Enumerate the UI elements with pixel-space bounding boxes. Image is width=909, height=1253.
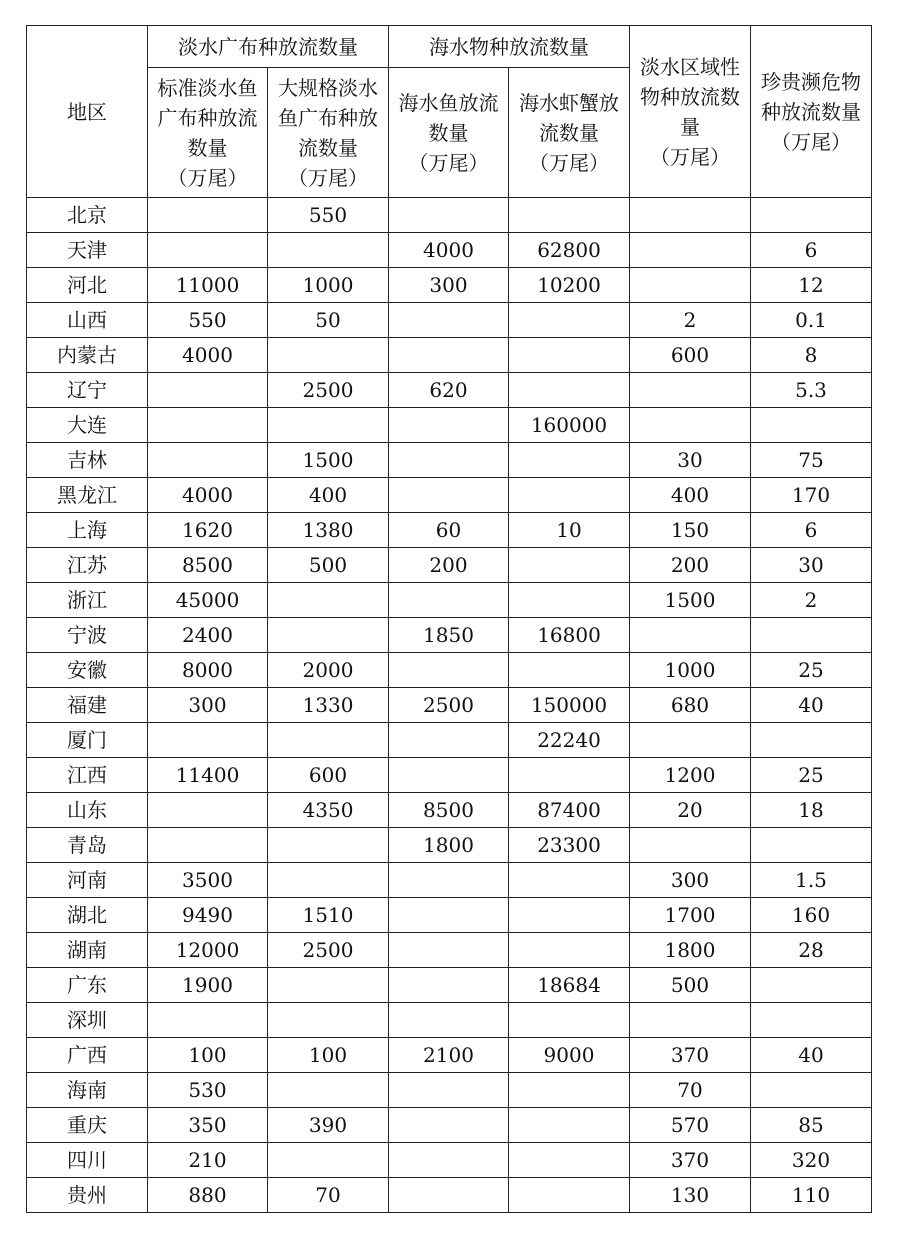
shrimp-crab-cell: 22240 xyxy=(509,723,630,758)
region-cell: 浙江 xyxy=(27,583,148,618)
standard-fish-cell: 8000 xyxy=(148,653,268,688)
large-fish-cell: 2500 xyxy=(268,373,389,408)
marine-fish-cell xyxy=(389,1108,509,1143)
standard-fish-cell: 45000 xyxy=(148,583,268,618)
region-cell: 重庆 xyxy=(27,1108,148,1143)
standard-fish-cell: 880 xyxy=(148,1178,268,1213)
header-line: 物种放流数 xyxy=(640,84,740,109)
standard-fish-cell: 530 xyxy=(148,1073,268,1108)
rare-cell: 85 xyxy=(751,1108,872,1143)
region-cell: 湖北 xyxy=(27,898,148,933)
table-row xyxy=(27,1073,872,1108)
rare-cell xyxy=(751,968,872,1003)
header-line: 量 xyxy=(680,114,700,139)
standard-fish-cell: 11000 xyxy=(148,268,268,303)
marine-fish-cell: 300 xyxy=(389,268,509,303)
table-row xyxy=(27,1108,872,1143)
regional-cell: 70 xyxy=(630,1073,751,1108)
header-line: （万尾） xyxy=(529,150,609,175)
rare-cell xyxy=(751,408,872,443)
shrimp-crab-cell xyxy=(509,653,630,688)
marine-fish-cell xyxy=(389,338,509,373)
table-row xyxy=(27,338,872,373)
marine-fish-cell: 1850 xyxy=(389,618,509,653)
table-row xyxy=(27,303,872,338)
table-row xyxy=(27,758,872,793)
shrimp-crab-cell xyxy=(509,583,630,618)
header-line: （万尾） xyxy=(408,150,489,175)
marine-fish-cell: 620 xyxy=(389,373,509,408)
region-cell: 贵州 xyxy=(27,1178,148,1213)
regional-cell: 1800 xyxy=(630,933,751,968)
shrimp-crab-cell: 160000 xyxy=(509,408,630,443)
marine-fish-cell: 60 xyxy=(389,513,509,548)
regional-cell xyxy=(630,828,751,863)
rare-cell xyxy=(751,618,872,653)
region-cell: 厦门 xyxy=(27,723,148,758)
header-line: （万尾） xyxy=(288,165,368,190)
region-cell: 四川 xyxy=(27,1143,148,1178)
shrimp-crab-cell xyxy=(509,1108,630,1143)
shrimp-crab-cell: 10200 xyxy=(509,268,630,303)
table-row xyxy=(27,898,872,933)
table-row xyxy=(27,268,872,303)
shrimp-crab-cell xyxy=(509,758,630,793)
regional-cell: 30 xyxy=(630,443,751,478)
regional-cell: 400 xyxy=(630,478,751,513)
marine-fish-cell xyxy=(389,583,509,618)
marine-fish-cell: 2500 xyxy=(389,688,509,723)
table-body xyxy=(27,198,872,1213)
standard-fish-cell xyxy=(148,723,268,758)
header-line: 淡水区域性 xyxy=(640,54,740,79)
header-line: 珍贵濒危物 xyxy=(761,69,861,94)
table-row xyxy=(27,1038,872,1073)
table-row xyxy=(27,793,872,828)
standard-fish-cell: 1900 xyxy=(148,968,268,1003)
header-line: 海水鱼放流 xyxy=(398,90,499,115)
marine-fish-cell xyxy=(389,408,509,443)
header-line: 广布种放流 xyxy=(157,105,258,130)
rare-cell: 28 xyxy=(751,933,872,968)
region-cell: 广西 xyxy=(27,1038,148,1073)
rare-cell: 40 xyxy=(751,1038,872,1073)
table-row xyxy=(27,513,872,548)
table-row xyxy=(27,198,872,233)
table-row xyxy=(27,828,872,863)
table-row xyxy=(27,618,872,653)
rare-cell xyxy=(751,828,872,863)
standard-fish-cell xyxy=(148,198,268,233)
large-fish-cell: 50 xyxy=(268,303,389,338)
region-cell: 山西 xyxy=(27,303,148,338)
region-cell: 天津 xyxy=(27,233,148,268)
regional-cell: 370 xyxy=(630,1143,751,1178)
rare-cell xyxy=(751,1073,872,1108)
standard-fish-cell: 350 xyxy=(148,1108,268,1143)
table-row xyxy=(27,863,872,898)
shrimp-crab-cell xyxy=(509,933,630,968)
standard-fish-cell xyxy=(148,408,268,443)
region-cell: 江苏 xyxy=(27,548,148,583)
region-header: 地区 xyxy=(27,26,148,198)
standard-fish-cell: 300 xyxy=(148,688,268,723)
table-row xyxy=(27,1003,872,1038)
header-line: 数量 xyxy=(428,120,469,145)
standard-fish-cell: 4000 xyxy=(148,478,268,513)
marine-fish-cell: 200 xyxy=(389,548,509,583)
table-row xyxy=(27,933,872,968)
standard-fish-cell: 12000 xyxy=(148,933,268,968)
region-cell: 湖南 xyxy=(27,933,148,968)
shrimp-crab-cell xyxy=(509,1003,630,1038)
standard-fish-cell xyxy=(148,1003,268,1038)
rare-cell: 2 xyxy=(751,583,872,618)
regional-cell: 2 xyxy=(630,303,751,338)
shrimp-crab-cell: 150000 xyxy=(509,688,630,723)
large-fish-cell: 1500 xyxy=(268,443,389,478)
rare-cell: 40 xyxy=(751,688,872,723)
marine-shrimp-crab-header xyxy=(509,68,630,198)
table-row xyxy=(27,233,872,268)
regional-cell: 570 xyxy=(630,1108,751,1143)
standard-fish-header xyxy=(148,68,268,198)
marine-fish-cell xyxy=(389,758,509,793)
release-quantity-table xyxy=(26,25,872,1213)
regional-cell: 370 xyxy=(630,1038,751,1073)
large-fish-cell: 4350 xyxy=(268,793,389,828)
large-fish-cell xyxy=(268,863,389,898)
shrimp-crab-cell xyxy=(509,478,630,513)
marine-fish-cell xyxy=(389,478,509,513)
marine-fish-cell: 8500 xyxy=(389,793,509,828)
marine-fish-cell: 2100 xyxy=(389,1038,509,1073)
table-row xyxy=(27,723,872,758)
large-fish-cell xyxy=(268,1073,389,1108)
rare-cell xyxy=(751,198,872,233)
region-cell: 河南 xyxy=(27,863,148,898)
regional-cell xyxy=(630,723,751,758)
marine-fish-cell xyxy=(389,1143,509,1178)
marine-fish-cell xyxy=(389,1003,509,1038)
header-line: （万尾） xyxy=(771,129,851,154)
table-row xyxy=(27,443,872,478)
marine-fish-cell xyxy=(389,653,509,688)
regional-cell: 500 xyxy=(630,968,751,1003)
shrimp-crab-cell: 23300 xyxy=(509,828,630,863)
large-fish-cell: 1510 xyxy=(268,898,389,933)
rare-endangered-header xyxy=(751,26,872,198)
large-fish-cell: 2500 xyxy=(268,933,389,968)
freshwater-group-header: 淡水广布种放流数量 xyxy=(148,26,389,68)
shrimp-crab-cell xyxy=(509,338,630,373)
standard-fish-cell: 11400 xyxy=(148,758,268,793)
marine-fish-cell xyxy=(389,933,509,968)
marine-fish-cell: 4000 xyxy=(389,233,509,268)
shrimp-crab-cell: 16800 xyxy=(509,618,630,653)
marine-fish-cell xyxy=(389,968,509,1003)
large-fish-cell: 1380 xyxy=(268,513,389,548)
regional-cell xyxy=(630,373,751,408)
region-cell: 江西 xyxy=(27,758,148,793)
large-fish-cell xyxy=(268,968,389,1003)
rare-cell: 110 xyxy=(751,1178,872,1213)
regional-cell xyxy=(630,268,751,303)
marine-group-header: 海水物种放流数量 xyxy=(389,26,630,68)
shrimp-crab-cell: 18684 xyxy=(509,968,630,1003)
regional-cell: 200 xyxy=(630,548,751,583)
header-line: （万尾） xyxy=(167,165,248,190)
marine-fish-header xyxy=(389,68,509,198)
rare-cell: 25 xyxy=(751,758,872,793)
standard-fish-cell: 210 xyxy=(148,1143,268,1178)
region-cell: 宁波 xyxy=(27,618,148,653)
shrimp-crab-cell xyxy=(509,303,630,338)
region-cell: 辽宁 xyxy=(27,373,148,408)
large-fish-cell xyxy=(268,1143,389,1178)
standard-fish-cell: 4000 xyxy=(148,338,268,373)
rare-cell: 6 xyxy=(751,513,872,548)
shrimp-crab-cell: 9000 xyxy=(509,1038,630,1073)
standard-fish-cell xyxy=(148,828,268,863)
rare-cell: 12 xyxy=(751,268,872,303)
regional-cell: 1700 xyxy=(630,898,751,933)
standard-fish-cell: 1620 xyxy=(148,513,268,548)
large-fish-cell xyxy=(268,338,389,373)
rare-cell: 170 xyxy=(751,478,872,513)
regional-cell xyxy=(630,198,751,233)
large-fish-cell xyxy=(268,1003,389,1038)
region-cell: 河北 xyxy=(27,268,148,303)
regional-cell xyxy=(630,233,751,268)
large-fish-cell xyxy=(268,723,389,758)
region-cell: 海南 xyxy=(27,1073,148,1108)
table-row xyxy=(27,408,872,443)
region-cell: 北京 xyxy=(27,198,148,233)
shrimp-crab-cell xyxy=(509,443,630,478)
marine-fish-cell xyxy=(389,898,509,933)
shrimp-crab-cell xyxy=(509,1143,630,1178)
regional-cell: 300 xyxy=(630,863,751,898)
standard-fish-cell xyxy=(148,443,268,478)
region-cell: 上海 xyxy=(27,513,148,548)
region-cell: 山东 xyxy=(27,793,148,828)
table-row xyxy=(27,968,872,1003)
large-fish-cell: 100 xyxy=(268,1038,389,1073)
large-fish-cell: 500 xyxy=(268,548,389,583)
marine-fish-cell xyxy=(389,723,509,758)
rare-cell: 18 xyxy=(751,793,872,828)
marine-fish-cell xyxy=(389,1178,509,1213)
region-cell: 福建 xyxy=(27,688,148,723)
header-line: 流数量 xyxy=(298,135,358,160)
large-fish-cell: 400 xyxy=(268,478,389,513)
rare-cell xyxy=(751,1003,872,1038)
large-fish-cell: 1000 xyxy=(268,268,389,303)
rare-cell: 5.3 xyxy=(751,373,872,408)
rare-cell: 6 xyxy=(751,233,872,268)
rare-cell: 8 xyxy=(751,338,872,373)
header-line: 大规格淡水 xyxy=(278,75,378,100)
large-fish-cell xyxy=(268,828,389,863)
large-fish-cell xyxy=(268,233,389,268)
regional-cell: 1000 xyxy=(630,653,751,688)
regional-cell: 600 xyxy=(630,338,751,373)
table-row xyxy=(27,1143,872,1178)
shrimp-crab-cell xyxy=(509,863,630,898)
large-fish-cell: 1330 xyxy=(268,688,389,723)
rare-cell: 25 xyxy=(751,653,872,688)
large-fish-cell xyxy=(268,408,389,443)
marine-fish-cell: 1800 xyxy=(389,828,509,863)
region-cell: 青岛 xyxy=(27,828,148,863)
regional-cell: 680 xyxy=(630,688,751,723)
rare-cell: 0.1 xyxy=(751,303,872,338)
header-line: 流数量 xyxy=(539,120,599,145)
marine-fish-cell xyxy=(389,198,509,233)
header-line: （万尾） xyxy=(650,144,730,169)
regional-cell: 1200 xyxy=(630,758,751,793)
region-cell: 深圳 xyxy=(27,1003,148,1038)
regional-cell xyxy=(630,408,751,443)
standard-fish-cell: 9490 xyxy=(148,898,268,933)
shrimp-crab-cell xyxy=(509,898,630,933)
shrimp-crab-cell xyxy=(509,548,630,583)
header-line: 种放流数量 xyxy=(761,99,861,124)
standard-fish-cell: 100 xyxy=(148,1038,268,1073)
rare-cell: 320 xyxy=(751,1143,872,1178)
standard-fish-cell xyxy=(148,233,268,268)
table-row xyxy=(27,1178,872,1213)
large-fish-cell: 550 xyxy=(268,198,389,233)
rare-cell: 1.5 xyxy=(751,863,872,898)
shrimp-crab-cell: 62800 xyxy=(509,233,630,268)
standard-fish-cell xyxy=(148,793,268,828)
large-fish-cell: 70 xyxy=(268,1178,389,1213)
shrimp-crab-cell xyxy=(509,373,630,408)
large-fish-header xyxy=(268,68,389,198)
shrimp-crab-cell xyxy=(509,1178,630,1213)
regional-cell: 150 xyxy=(630,513,751,548)
standard-fish-cell xyxy=(148,373,268,408)
header-line: 海水虾蟹放 xyxy=(519,90,619,115)
table-row xyxy=(27,653,872,688)
header-row-group xyxy=(27,26,872,68)
large-fish-cell: 2000 xyxy=(268,653,389,688)
region-cell: 吉林 xyxy=(27,443,148,478)
header-line: 鱼广布种放 xyxy=(278,105,378,130)
rare-cell: 30 xyxy=(751,548,872,583)
large-fish-cell: 600 xyxy=(268,758,389,793)
standard-fish-cell: 2400 xyxy=(148,618,268,653)
region-cell: 安徽 xyxy=(27,653,148,688)
standard-fish-cell: 8500 xyxy=(148,548,268,583)
rare-cell: 75 xyxy=(751,443,872,478)
regional-cell xyxy=(630,618,751,653)
large-fish-cell: 390 xyxy=(268,1108,389,1143)
shrimp-crab-cell: 87400 xyxy=(509,793,630,828)
regional-cell: 1500 xyxy=(630,583,751,618)
table-row xyxy=(27,478,872,513)
large-fish-cell xyxy=(268,618,389,653)
region-cell: 广东 xyxy=(27,968,148,1003)
shrimp-crab-cell xyxy=(509,1073,630,1108)
region-cell: 大连 xyxy=(27,408,148,443)
shrimp-crab-cell: 10 xyxy=(509,513,630,548)
table-row xyxy=(27,688,872,723)
standard-fish-cell: 3500 xyxy=(148,863,268,898)
header-line: 数量 xyxy=(187,135,228,160)
freshwater-regional-header xyxy=(630,26,751,198)
table-row xyxy=(27,583,872,618)
table-row xyxy=(27,548,872,583)
rare-cell: 160 xyxy=(751,898,872,933)
marine-fish-cell xyxy=(389,1073,509,1108)
regional-cell: 20 xyxy=(630,793,751,828)
marine-fish-cell xyxy=(389,863,509,898)
marine-fish-cell xyxy=(389,303,509,338)
header-line: 标准淡水鱼 xyxy=(157,75,258,100)
table-row xyxy=(27,373,872,408)
region-cell: 黑龙江 xyxy=(27,478,148,513)
regional-cell xyxy=(630,1003,751,1038)
rare-cell xyxy=(751,723,872,758)
large-fish-cell xyxy=(268,583,389,618)
marine-fish-cell xyxy=(389,443,509,478)
shrimp-crab-cell xyxy=(509,198,630,233)
region-cell: 内蒙古 xyxy=(27,338,148,373)
standard-fish-cell: 550 xyxy=(148,303,268,338)
regional-cell: 130 xyxy=(630,1178,751,1213)
